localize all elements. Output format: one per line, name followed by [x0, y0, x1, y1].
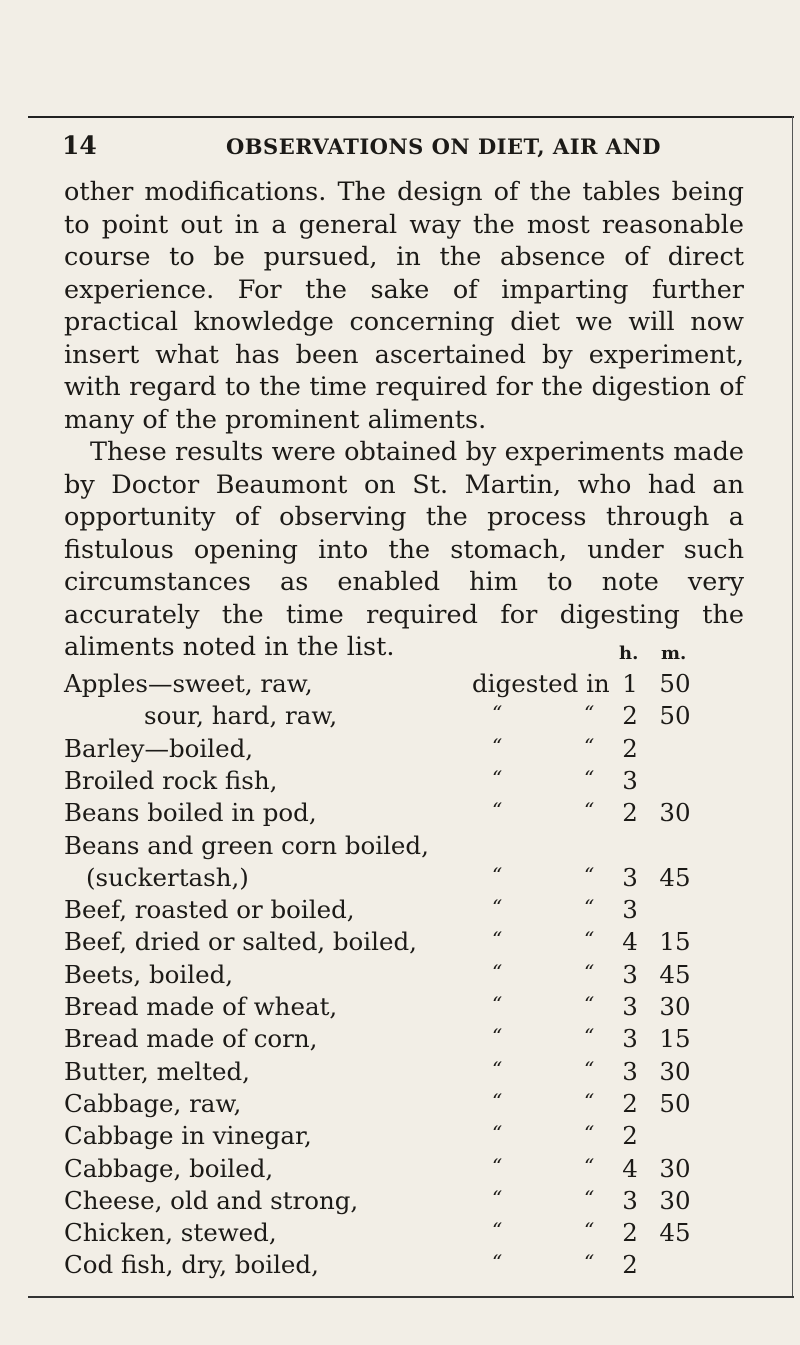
minutes-unit-label: m.: [661, 643, 687, 664]
ditto-mark: “: [492, 701, 503, 726]
table-row: [64, 895, 744, 927]
aliment-name: sour, hard, raw,: [144, 701, 338, 731]
ditto-mark: “: [492, 1056, 503, 1081]
hours-value: 3: [622, 959, 638, 989]
ditto-mark: “: [584, 733, 595, 758]
ditto-mark: “: [584, 1218, 595, 1243]
ditto-mark: “: [492, 895, 503, 920]
hours-value: 2: [622, 1088, 638, 1118]
ditto-mark: “: [492, 1250, 503, 1275]
minutes-value: 30: [659, 992, 691, 1021]
table-row: [64, 831, 744, 863]
ditto-mark: “: [584, 701, 595, 726]
aliment-name: Cod fish, dry, boiled,: [64, 1250, 319, 1280]
table-row: [64, 798, 744, 830]
hours-value: 3: [622, 1024, 638, 1054]
aliment-name: Broiled rock fish,: [64, 765, 278, 795]
hours-value: 3: [622, 992, 638, 1021]
table-row: [64, 1186, 744, 1218]
ditto-mark: “: [584, 895, 595, 920]
page-header: [30, 131, 790, 165]
ditto-mark: “: [492, 1153, 503, 1178]
table-row: [64, 1089, 744, 1121]
hours-value: 3: [622, 1185, 638, 1215]
aliment-name: Bread made of corn,: [64, 1024, 318, 1054]
paragraph: other modifications. The design of the tables being to point out in a general way the most reasonable course to be pursued, in the absence of direct experience. For the sake of imparting further practical knowledge concerning diet we will now insert what has been ascertained by experiment, with regard to the time required for the digestion of many of the prominent aliments.: [64, 177, 744, 435]
aliment-name: Bread made of wheat,: [64, 992, 338, 1021]
table-row: [64, 863, 744, 895]
minutes-value: 45: [659, 1218, 691, 1248]
table-row: [64, 1121, 744, 1153]
aliment-name: Cabbage, boiled,: [64, 1153, 274, 1183]
running-head: OBSERVATIONS ON DIET, AIR AND: [226, 134, 662, 159]
ditto-mark: “: [492, 959, 503, 984]
ditto-mark: “: [584, 1088, 595, 1113]
page-number: 14: [62, 131, 97, 160]
table-row: [64, 992, 744, 1024]
minutes-value: 50: [659, 669, 691, 698]
aliment-name: Beef, roasted or boiled,: [64, 895, 355, 925]
hours-value: 3: [622, 895, 638, 925]
ditto-mark: “: [492, 733, 503, 758]
minutes-value: 30: [659, 798, 691, 828]
aliment-name: Barley—boiled,: [64, 733, 254, 763]
table-row: [64, 669, 744, 701]
table-row: [64, 766, 744, 798]
paragraph: These results were obtained by experiments made by Doctor Beaumont on St. Martin, who had an opportunity of observing the process through a fistulous opening into the stomach, under such circumstances as enabled him to note very accurately the time required for digesting the aliments noted in the list.: [64, 437, 744, 662]
minutes-value: 30: [659, 1056, 691, 1086]
table-row: [64, 927, 744, 959]
minutes-value: 30: [659, 1153, 691, 1183]
ditto-mark: “: [584, 1185, 595, 1210]
hours-value: 2: [622, 798, 638, 828]
aliment-name: Beets, boiled,: [64, 959, 234, 989]
hours-value: 1: [622, 669, 638, 698]
ditto-mark: “: [584, 1153, 595, 1178]
ditto-mark: “: [584, 1121, 595, 1146]
aliment-name: Cheese, old and strong,: [64, 1185, 359, 1215]
minutes-value: 15: [659, 927, 691, 957]
page-frame-right-rule: [792, 116, 793, 1297]
ditto-mark: “: [492, 1218, 503, 1243]
hours-value: 3: [622, 862, 638, 892]
ditto-mark: “: [492, 765, 503, 790]
ditto-mark: “: [584, 765, 595, 790]
aliment-name: Butter, melted,: [64, 1056, 250, 1086]
minutes-value: 30: [659, 1185, 691, 1215]
ditto-mark: “: [584, 1056, 595, 1081]
minutes-value: 50: [659, 701, 691, 731]
table-units-header: [64, 643, 744, 665]
hours-value: 3: [622, 1056, 638, 1086]
ditto-mark: “: [492, 927, 503, 952]
ditto-mark: “: [492, 1185, 503, 1210]
table-row: [64, 1154, 744, 1186]
table-row: [64, 1250, 744, 1282]
table-row: [64, 1218, 744, 1250]
hours-value: 2: [622, 701, 638, 731]
aliment-name: Beans and green corn boiled,: [64, 830, 429, 860]
table-row: [64, 701, 744, 733]
aliment-name: Cabbage in vinegar,: [64, 1121, 312, 1151]
aliment-name: Beans boiled in pod,: [64, 798, 317, 828]
page-frame-bottom-rule: [28, 1296, 794, 1298]
hours-value: 2: [622, 1218, 638, 1248]
hours-value: 3: [622, 765, 638, 795]
page-frame-top-rule: [28, 116, 794, 118]
ditto-mark: “: [584, 798, 595, 823]
aliment-name: Chicken, stewed,: [64, 1218, 277, 1248]
aliment-name: Cabbage, raw,: [64, 1088, 242, 1118]
aliment-name: Beef, dried or salted, boiled,: [64, 927, 417, 957]
body-text: [64, 176, 744, 664]
minutes-value: 15: [659, 1024, 691, 1054]
minutes-value: 45: [659, 959, 691, 989]
ditto-mark: “: [584, 959, 595, 984]
ditto-mark: “: [492, 992, 503, 1016]
table-row: [64, 1024, 744, 1056]
ditto-mark: “: [584, 992, 595, 1016]
minutes-value: 50: [659, 1088, 691, 1118]
ditto-mark: “: [584, 862, 595, 887]
ditto-mark: “: [584, 1250, 595, 1275]
ditto-mark: “: [492, 1088, 503, 1113]
hours-value: 2: [622, 1250, 638, 1280]
hours-value: 4: [622, 927, 638, 957]
aliment-name: Apples—sweet, raw,: [64, 669, 313, 698]
table-row: [64, 734, 744, 766]
digested-in-phrase: digested in: [472, 669, 610, 698]
hours-value: 2: [622, 1121, 638, 1151]
aliment-name: (suckertash,): [86, 862, 249, 892]
minutes-value: 45: [659, 862, 691, 892]
table-row: [64, 960, 744, 992]
hours-unit-label: h.: [619, 643, 639, 664]
ditto-mark: “: [584, 1024, 595, 1049]
ditto-mark: “: [492, 1121, 503, 1146]
table-row: [64, 1057, 744, 1089]
ditto-mark: “: [492, 798, 503, 823]
hours-value: 4: [622, 1153, 638, 1183]
hours-value: 2: [622, 733, 638, 763]
ditto-mark: “: [492, 1024, 503, 1049]
ditto-mark: “: [492, 862, 503, 887]
ditto-mark: “: [584, 927, 595, 952]
